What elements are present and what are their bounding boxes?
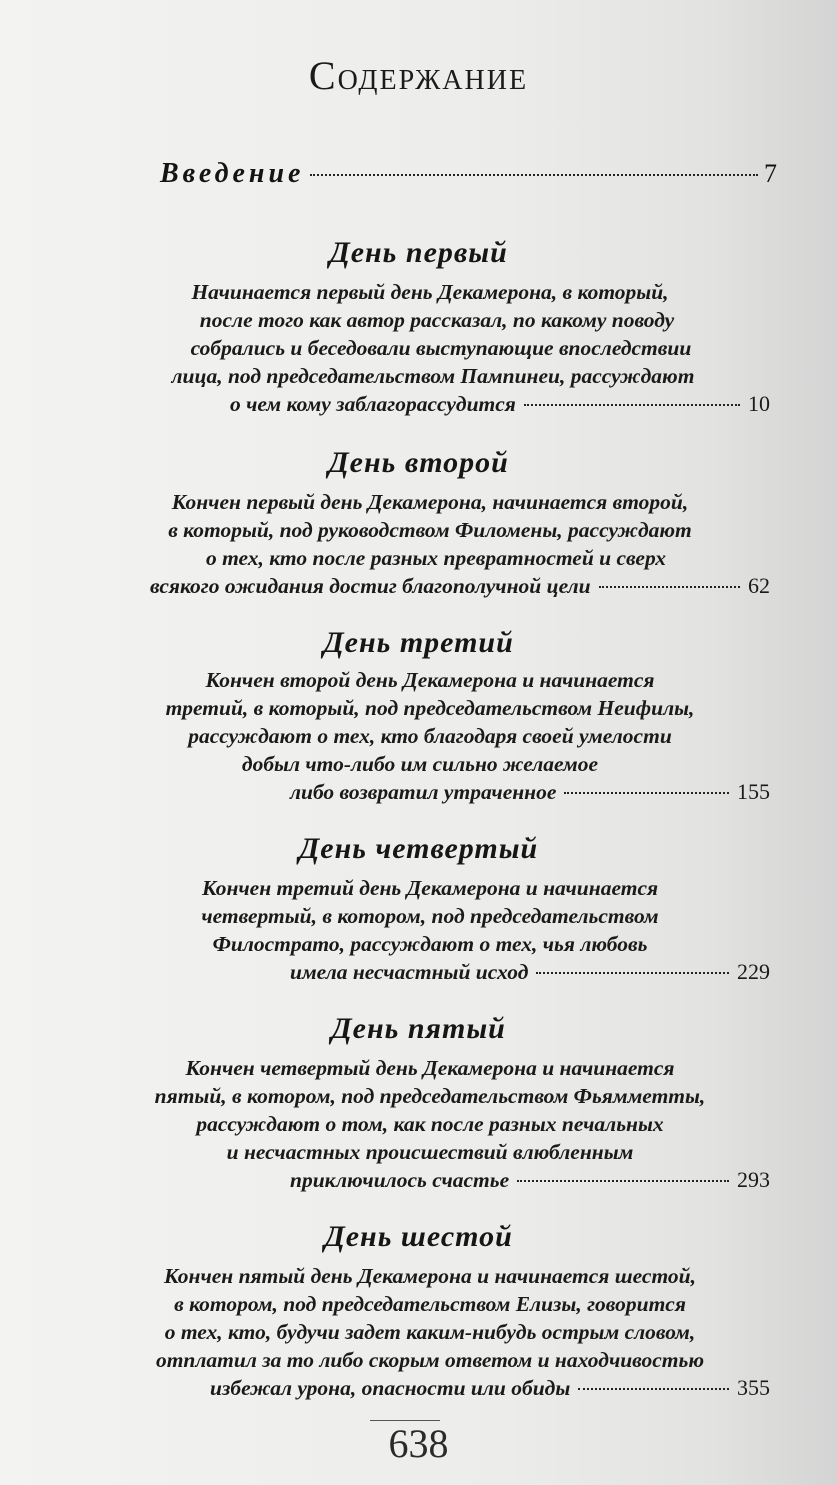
page-folio bbox=[0, 1420, 837, 1467]
page-number: 229 bbox=[737, 959, 770, 984]
folio-number: 638 bbox=[388, 1421, 449, 1466]
entry-line: и несчастных происшествий влюбленным bbox=[226, 1140, 634, 1164]
introduction-page-number: 7 bbox=[764, 159, 777, 188]
dot-leader bbox=[517, 1180, 729, 1182]
page-number: 10 bbox=[748, 391, 770, 416]
folio-rule bbox=[370, 1420, 440, 1421]
dot-leader bbox=[564, 792, 729, 794]
entry-last-line bbox=[90, 958, 770, 986]
entry-line: четвертый, в котором, под председательством bbox=[201, 904, 659, 928]
toc-entry-day-2[interactable] bbox=[90, 488, 770, 600]
day-heading-2: День второй bbox=[328, 446, 509, 479]
entry-line: имела несчастный исход bbox=[290, 960, 529, 984]
entry-line: либо возвратил утраченное bbox=[290, 780, 557, 804]
entry-line: всякого ожидания достиг благополучной цели bbox=[150, 574, 591, 598]
entry-line: Начинается первый день Декамерона, в который, bbox=[191, 280, 669, 304]
entry-last-line bbox=[90, 778, 770, 806]
entry-line: Кончен второй день Декамерона и начинается bbox=[205, 668, 655, 692]
dot-leader bbox=[310, 174, 758, 176]
entry-line: рассуждают о том, как после разных печальных bbox=[196, 1112, 664, 1136]
introduction-label: Введение bbox=[160, 158, 305, 189]
toc-entry-day-3[interactable] bbox=[90, 666, 770, 806]
entry-last-line bbox=[90, 1166, 770, 1194]
entry-line: приключилось счастье bbox=[290, 1168, 510, 1192]
page-number: 355 bbox=[737, 1375, 770, 1400]
entry-line: в котором, под председательством Елизы, говорится bbox=[174, 1292, 686, 1316]
page-number: 62 bbox=[748, 573, 770, 598]
entry-line: третий, в который, под председательством Неифилы, bbox=[165, 696, 695, 720]
entry-line: Кончен пятый день Декамерона и начинается шестой, bbox=[164, 1264, 696, 1288]
toc-entry-introduction[interactable] bbox=[160, 158, 777, 190]
dot-leader bbox=[599, 586, 740, 588]
entry-line: Кончен первый день Декамерона, начинается второй, bbox=[171, 490, 689, 514]
page-number: 293 bbox=[737, 1167, 770, 1192]
day-heading-5: День пятый bbox=[331, 1012, 506, 1045]
entry-line: о тех, кто, будучи задет каким-нибудь острым словом, bbox=[164, 1320, 696, 1344]
entry-last-line bbox=[90, 572, 770, 600]
entry-line: лица, под председательством Пампинеи, рассуждают bbox=[171, 364, 695, 388]
toc-entry-day-5[interactable] bbox=[90, 1054, 770, 1194]
entry-line: Кончен третий день Декамерона и начинается bbox=[201, 876, 659, 900]
page-number: 155 bbox=[737, 779, 770, 804]
entry-line: рассуждают о тех, кто благодаря своей умелости bbox=[188, 724, 672, 748]
day-heading-4: День четвертый bbox=[298, 832, 539, 865]
dot-leader bbox=[536, 972, 729, 974]
entry-line: отплатил за то либо скорым ответом и находчивостью bbox=[155, 1348, 705, 1372]
day-heading-3: День третий bbox=[323, 626, 514, 659]
entry-last-line bbox=[90, 390, 770, 418]
entry-line: собрались и беседовали выступающие впоследствии bbox=[190, 336, 692, 360]
dot-leader bbox=[578, 1388, 729, 1390]
entry-line: избежал урона, опасности или обиды bbox=[210, 1376, 571, 1400]
entry-line: Кончен четвертый день Декамерона и начинается bbox=[185, 1056, 675, 1080]
entry-line: о тех, кто после разных превратностей и сверх bbox=[205, 546, 667, 570]
toc-entry-day-1[interactable] bbox=[90, 278, 770, 418]
entry-line: пятый, в котором, под председательством Фьямметты, bbox=[154, 1084, 706, 1108]
entry-line: в который, под руководством Филомены, рассуждают bbox=[168, 518, 692, 542]
dot-leader bbox=[524, 404, 740, 406]
day-heading-6: День шестой bbox=[324, 1220, 513, 1253]
page-title: Содержание bbox=[308, 53, 529, 98]
entry-line: добыл что-либо им сильно желаемое bbox=[241, 752, 599, 776]
toc-entry-day-4[interactable] bbox=[90, 874, 770, 986]
entry-last-line bbox=[90, 1374, 770, 1402]
toc-entry-day-6[interactable] bbox=[90, 1262, 770, 1402]
day-heading-1: День первый bbox=[329, 236, 508, 269]
entry-line: о чем кому заблагорассудится bbox=[230, 392, 516, 416]
entry-line: после того как автор рассказал, по какому поводу bbox=[199, 308, 675, 332]
entry-line: Филострато, рассуждают о тех, чья любовь bbox=[212, 932, 648, 956]
